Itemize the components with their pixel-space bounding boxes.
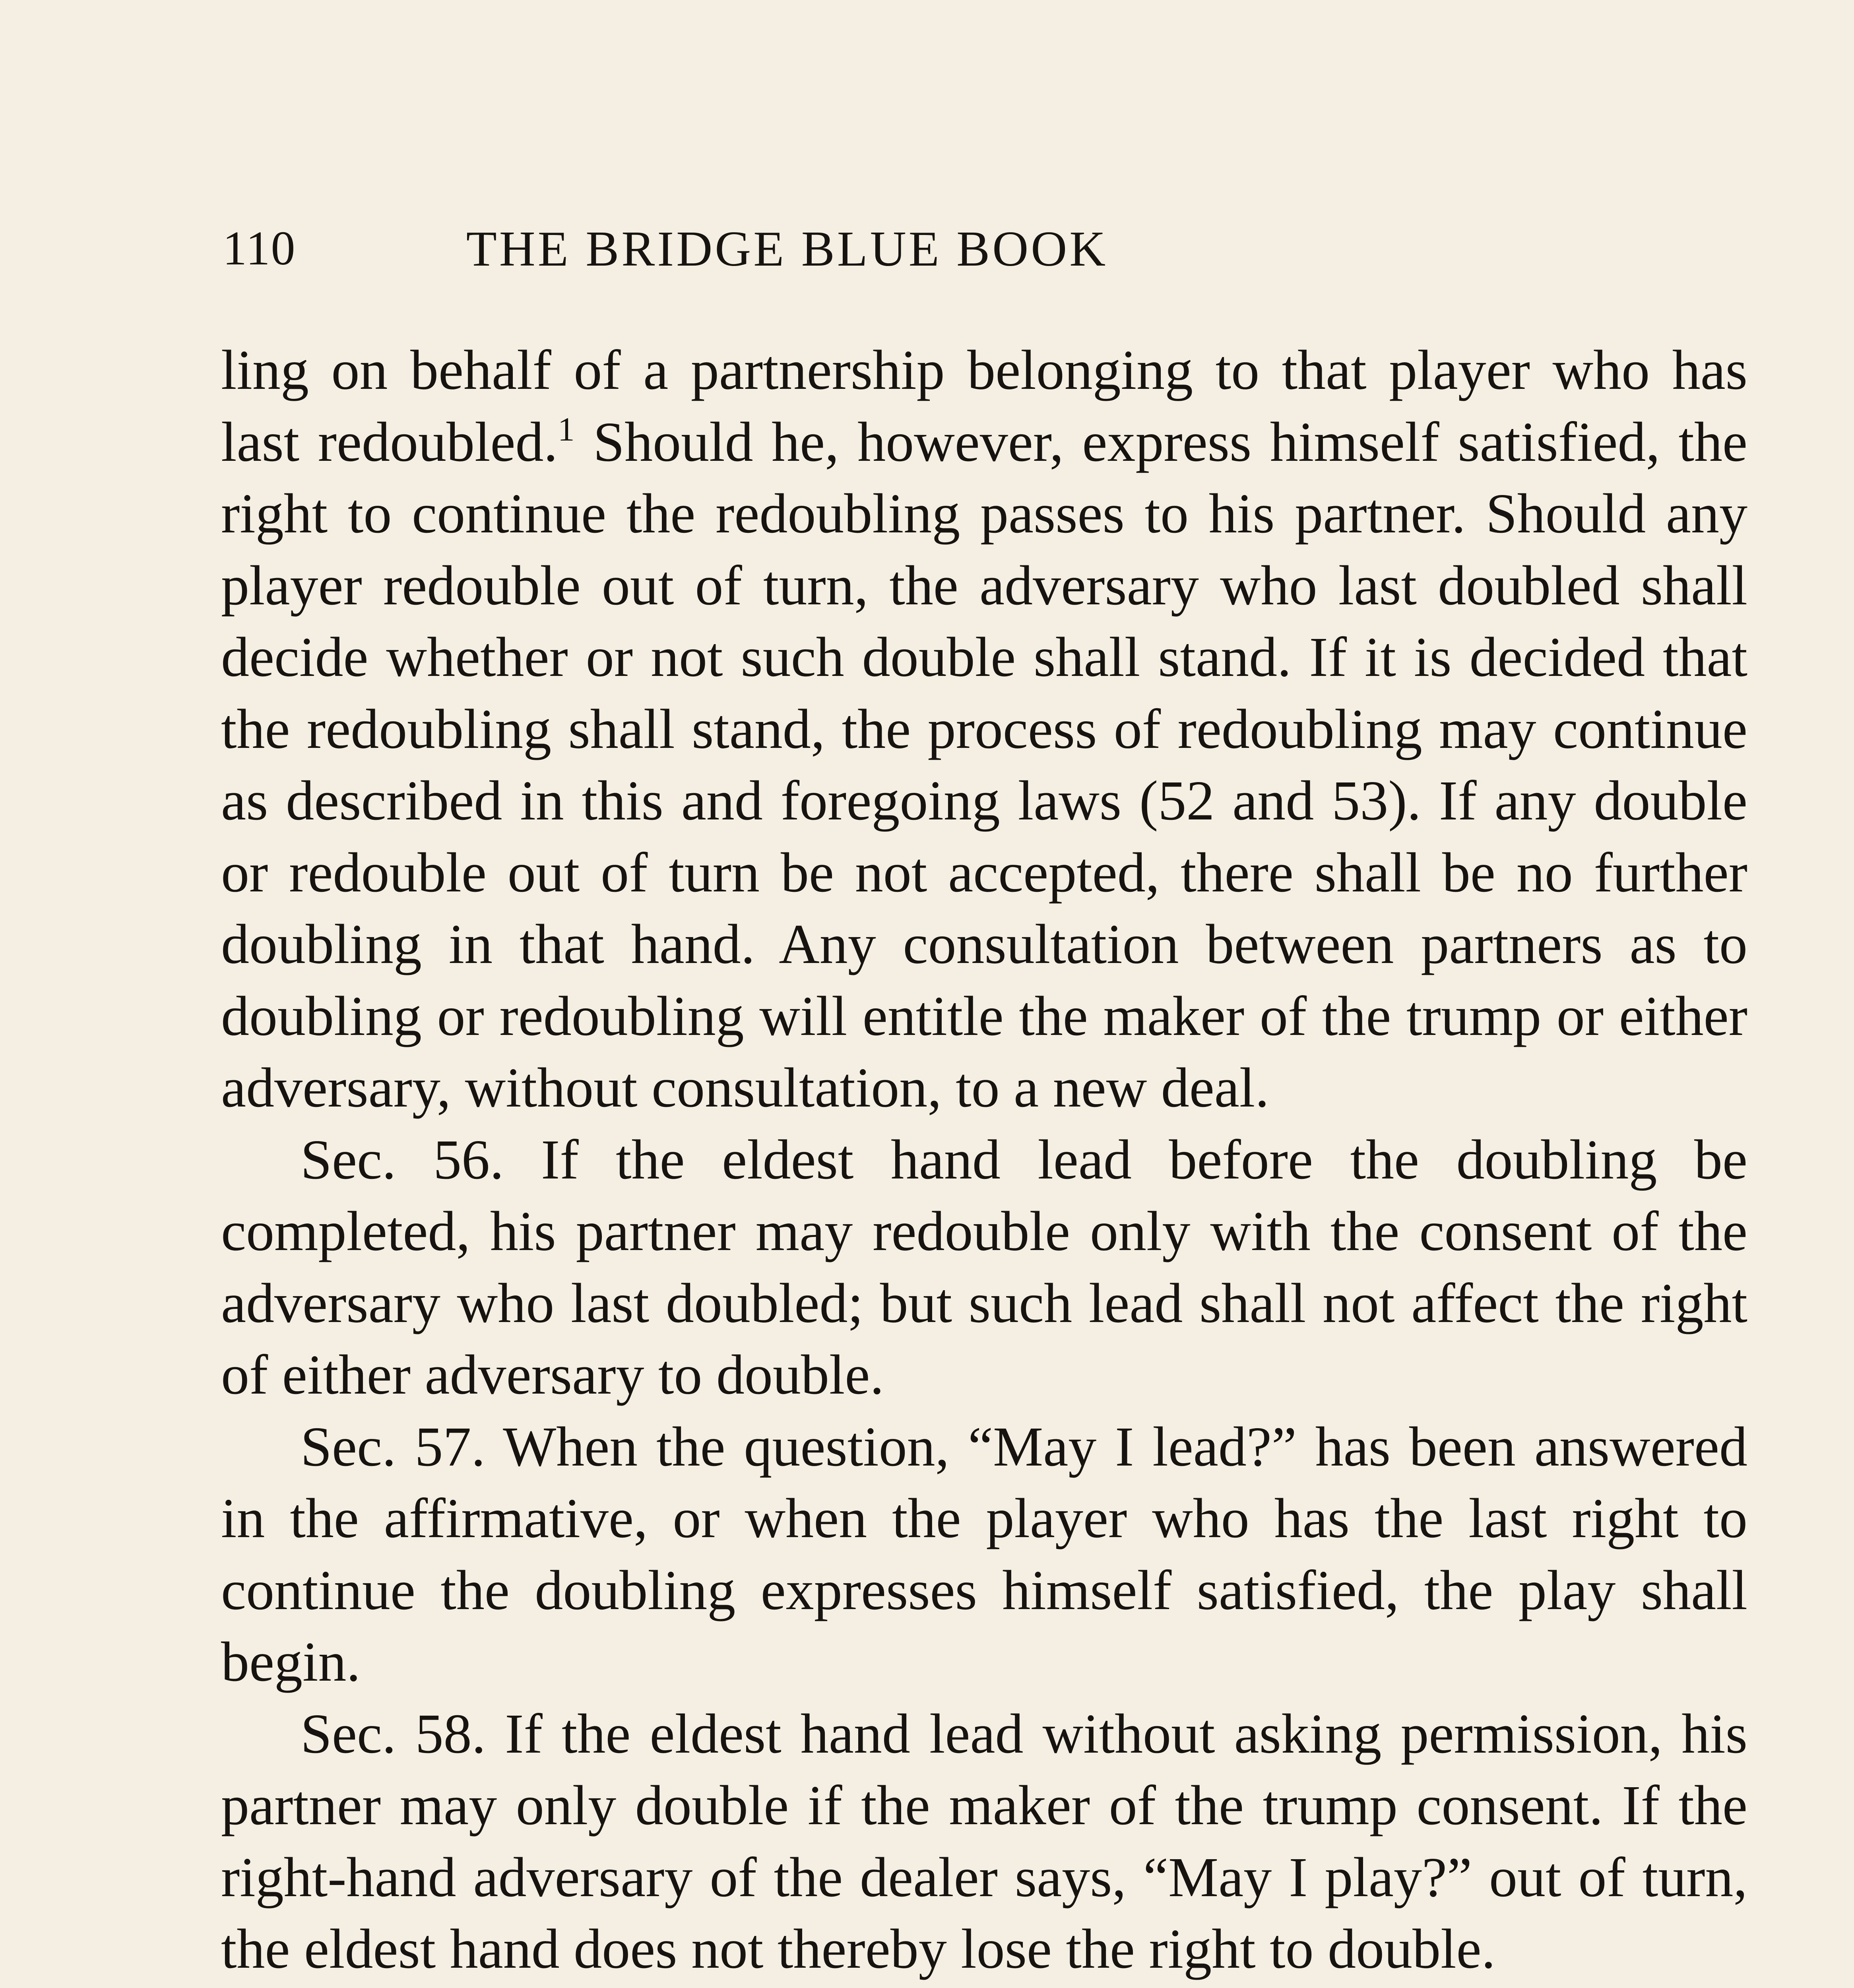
section-59 <box>221 1985 1747 1988</box>
paragraph-text: ling on behalf of a partnership belonging to that player who has last redoubled. <box>221 338 1747 473</box>
section-58: Sec. 58. If the eldest hand lead without asking permission, his partner may only double if the maker of the trump consent. If the right-hand adversary of the dealer says, “May I play?” out of turn, the eldest hand does not thereby lose the right to double. <box>221 1702 1747 1980</box>
page-number: 110 <box>223 221 296 275</box>
section-57: Sec. 57. When the question, “May I lead?” has been answered in the affirmative, or when the player who has the last right to continue the doubling expresses himself satisfied, the play shall begin. <box>221 1415 1747 1693</box>
footnote-reference: 1 <box>558 410 575 448</box>
paragraph-continuation <box>221 334 1747 1124</box>
page-header <box>223 221 1352 288</box>
running-title: THE BRIDGE BLUE BOOK <box>466 221 1108 277</box>
paragraph-text: Should he, however, express himself satisfied, the right to continue the redoubling passes to his partner. Should any player redouble out of turn, the adversary who last doubled shall decide whether or not such double shall stand. If it is decided that the redoubling shall stand, the process of redoubling may continue as described in this and foregoing laws (52 and 53). If any double or redouble out of turn be not accepted, there shall be no further doubling in that hand. Any consultation between partners as to doubling or redoubling will entitle the maker of the trump or either adversary, without consultation, to a new deal. <box>221 410 1747 1119</box>
body-text <box>221 334 1747 1988</box>
section-56: Sec. 56. If the eldest hand lead before the doubling be completed, his partner may redouble only with the consent of the adversary who last doubled; but such lead shall not affect the right of either adversary to double. <box>221 1128 1747 1406</box>
